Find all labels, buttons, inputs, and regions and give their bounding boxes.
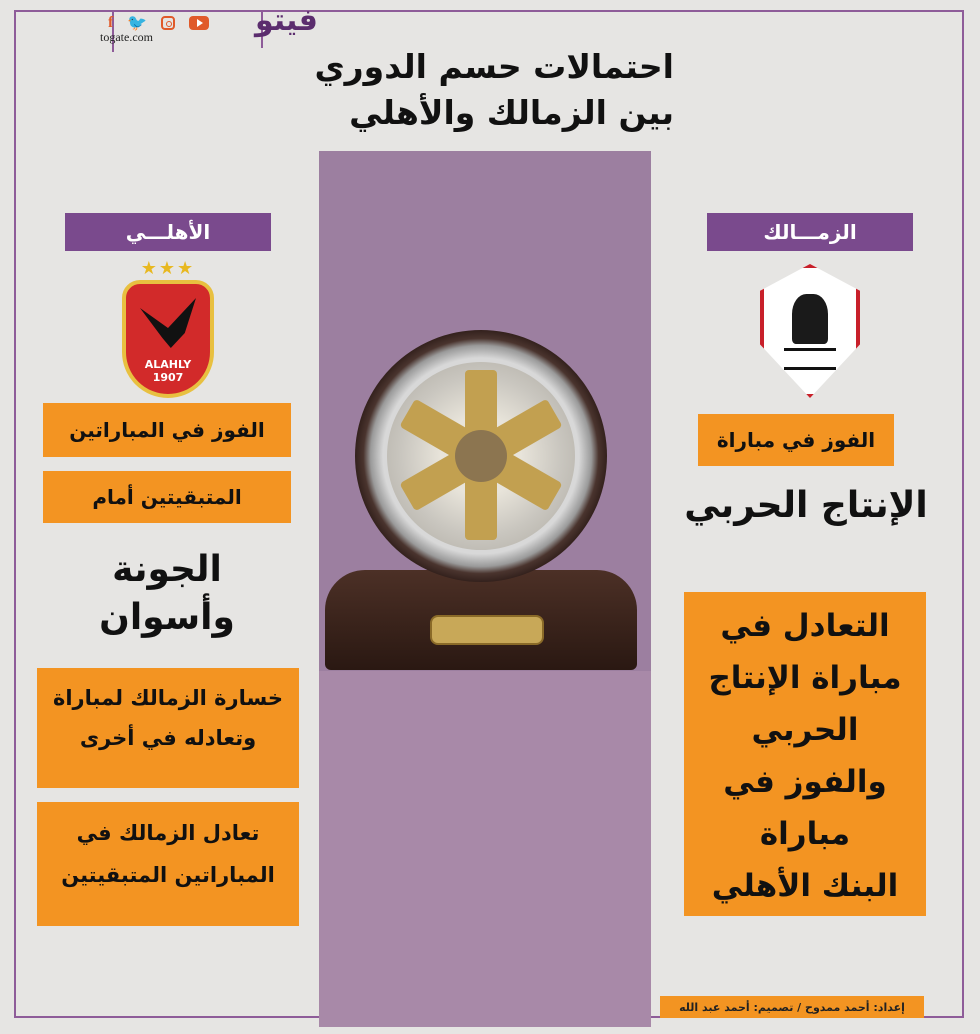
zamalek-logo-text bbox=[784, 348, 836, 370]
ahly-logo-icon bbox=[122, 258, 214, 398]
trophy-plate bbox=[430, 615, 544, 645]
twitter-icon[interactable]: 🐦 bbox=[127, 13, 148, 32]
archer-icon bbox=[792, 294, 828, 344]
zamalek-scenario1-opponent: الإنتاج الحربي bbox=[684, 485, 928, 526]
zamalek-scenario2-box: التعادل في مباراة الإنتاج الحربي والفوز في مباراة البنك الأهلي bbox=[684, 592, 926, 916]
ahly-scenario1-opponents: الجونة وأسوان bbox=[99, 549, 235, 638]
ahly-scenario3-box: تعادل الزمالك في المباراتين المتبقيتين bbox=[37, 802, 299, 926]
trophy-ball bbox=[455, 430, 507, 482]
zamalek-label: الزمـــالك bbox=[707, 213, 913, 251]
stars-icon: ★★★ bbox=[140, 258, 196, 279]
league-trophy-image bbox=[325, 330, 637, 670]
zamalek-scenario1-box: الفوز في مباراة bbox=[698, 414, 894, 466]
credits: إعداد: أحمد ممدوح / تصميم: أحمد عبد الله bbox=[660, 996, 924, 1018]
instagram-icon[interactable] bbox=[161, 16, 175, 30]
ahly-label: الأهلـــي bbox=[65, 213, 271, 251]
brand-logo[interactable]: فيتو bbox=[255, 3, 318, 38]
ahly-scenario1-box-cont: المتبقيتين أمام bbox=[43, 471, 291, 523]
ahly-scenario1-box: الفوز في المباراتين bbox=[43, 403, 291, 457]
zamalek-logo-icon bbox=[760, 264, 860, 398]
ahly-scenario2-box: خسارة الزمالك لمباراة وتعادله في أخرى bbox=[37, 668, 299, 788]
facebook-icon[interactable]: f bbox=[108, 14, 114, 31]
ahly-logo-text: ALAHLY 1907 bbox=[144, 358, 192, 384]
youtube-icon[interactable] bbox=[189, 16, 209, 30]
site-url[interactable]: togate.com bbox=[100, 30, 153, 44]
page-title: احتمالات حسم الدوري بين الزمالك والأهلي bbox=[314, 47, 674, 132]
